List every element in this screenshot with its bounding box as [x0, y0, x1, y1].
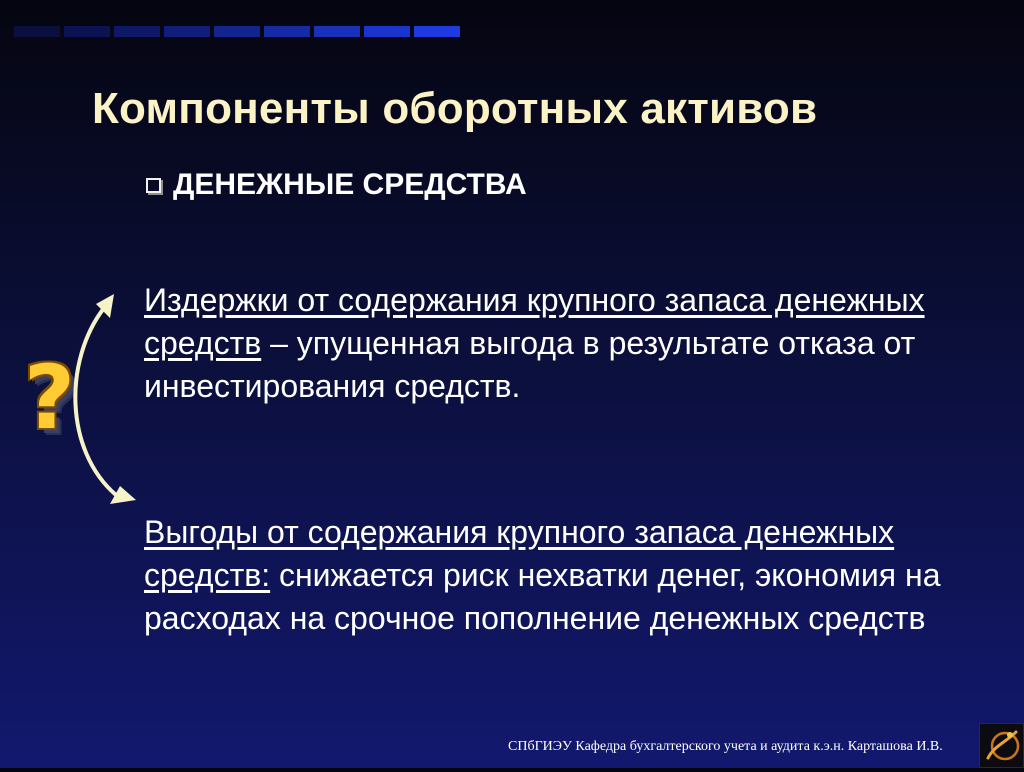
- benefits-paragraph: [144, 511, 994, 640]
- top-bar: [164, 26, 210, 37]
- swirl-logo-icon: [979, 723, 1024, 768]
- checkbox-bullet-icon: [146, 178, 161, 193]
- top-bar: [414, 26, 460, 37]
- top-bar: [264, 26, 310, 37]
- curved-arrow-line: [75, 308, 116, 495]
- slide-title: Компоненты оборотных активов: [92, 84, 818, 133]
- top-bar: [114, 26, 160, 37]
- top-bar: [64, 26, 110, 37]
- costs-term: Издержки от содержания крупного запаса денежных средств: [144, 282, 925, 361]
- question-mark-icon: ?: [24, 346, 76, 449]
- benefits-description: снижается риск нехватки денег, экономия на расходах на срочное пополнение денежных средств: [144, 557, 941, 636]
- top-bar: [364, 26, 410, 37]
- double-curved-arrow-icon: [60, 290, 150, 520]
- footer-credit: СПбГИЭУ Кафедра бухгалтерского учета и аудита к.э.н. Карташова И.В.: [508, 739, 943, 754]
- top-decorative-bars: [14, 26, 460, 37]
- top-bar: [214, 26, 260, 37]
- top-bar: [314, 26, 360, 37]
- costs-paragraph: [144, 279, 994, 408]
- bullet-heading: [146, 168, 527, 202]
- costs-description: – упущенная выгода в результате отказа от инвестирования средств.: [144, 325, 916, 404]
- top-bar: [14, 26, 60, 37]
- benefits-term: Выгоды от содержания крупного запаса денежных средств:: [144, 514, 895, 593]
- bullet-heading-text: ДЕНЕЖНЫЕ СРЕДСТВА: [173, 168, 527, 201]
